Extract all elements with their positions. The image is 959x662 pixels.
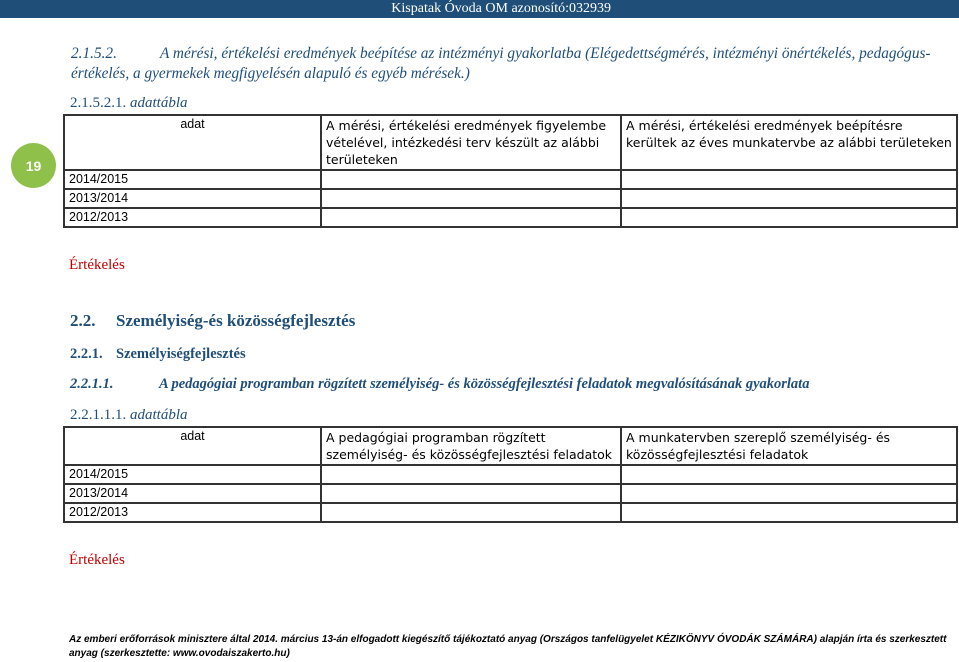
table1-cell <box>321 189 621 208</box>
section-title: A mérési, értékelési eredmények beépítése az intézményi gyakorlatba (Elégedettségmérés, intézményi önértékelés, pedagógus-értékelés, a gyermekek megfigyelésén alapuló és egyéb mérések.) <box>71 45 931 82</box>
table2-cell <box>621 503 957 522</box>
table1-cell <box>621 189 957 208</box>
table1-cell <box>321 208 621 227</box>
table2-caption <box>70 407 188 424</box>
table2-row-label: 2012/2013 <box>64 503 321 522</box>
section-title: Személyiség-és közösségfejlesztés <box>116 311 356 330</box>
section-heading-2-1-5-2 <box>71 44 951 84</box>
table2-header-col2: A pedagógiai programban rögzített személyiség- és közösségfejlesztési feladatok <box>321 427 621 465</box>
section-number: 2.2.1.1. <box>70 376 114 392</box>
table2-cell <box>321 484 621 503</box>
table2-header-col3: A munkatervben szereplő személyiség- és közösségfejlesztési feladatok <box>621 427 957 465</box>
section-heading-2-2 <box>70 311 355 331</box>
table2-header-adat: adat <box>64 427 321 465</box>
table2-row-label: 2013/2014 <box>64 484 321 503</box>
table2-row-label: 2014/2015 <box>64 465 321 484</box>
evaluation-heading-1: Értékelés <box>69 257 125 273</box>
table1-header-adat: adat <box>64 115 321 170</box>
table1-row-label: 2014/2015 <box>64 170 321 189</box>
table1-caption-label: adattábla <box>130 95 188 111</box>
section-title: Személyiségfejlesztés <box>116 346 246 362</box>
table1-row-label: 2012/2013 <box>64 208 321 227</box>
table1-cell <box>321 170 621 189</box>
table2-cell <box>621 484 957 503</box>
table2-cell <box>621 465 957 484</box>
page-number-badge: 19 <box>11 143 56 188</box>
evaluation-heading-2: Értékelés <box>69 552 125 568</box>
table1-caption <box>70 95 188 112</box>
section-number: 2.2.1. <box>70 346 103 362</box>
table1-header-col3: A mérési, értékelési eredmények beépítésre kerültek az éves munkatervbe az alábbi területeken <box>621 115 957 170</box>
table2-caption-number: 2.2.1.1.1. <box>70 407 127 423</box>
header-bar <box>0 0 959 18</box>
section-number: 2.1.5.2. <box>71 45 117 62</box>
table1-row-label: 2013/2014 <box>64 189 321 208</box>
section-title: A pedagógiai programban rögzített személyiség- és közösségfejlesztési feladatok megvalósításának gyakorlata <box>159 376 810 392</box>
data-table-1 <box>63 114 958 228</box>
table2-cell <box>321 503 621 522</box>
section-number: 2.2. <box>70 311 96 330</box>
data-table-2 <box>63 426 958 523</box>
table1-caption-number: 2.1.5.2.1. <box>70 95 127 111</box>
table1-cell <box>621 208 957 227</box>
table1-header-col2: A mérési, értékelési eredmények figyelembe vételével, intézkedési terv készült az alábbi területeken <box>321 115 621 170</box>
page-footer: Az emberi erőforrások minisztere által 2014. március 13-án elfogadott kiegészítő tájékoztató anyag (Országos tanfelügyelet KÉZIKÖNYV ÓVODÁK SZÁMÁRA) alapján írta és szerkesztett anyag (szerkesztette: www.ovodaiszakerto.hu) <box>69 634 947 659</box>
section-heading-2-2-1-1 <box>70 376 809 393</box>
table1-cell <box>621 170 957 189</box>
table2-cell <box>321 465 621 484</box>
section-heading-2-2-1 <box>70 346 246 363</box>
table2-caption-label: adattábla <box>130 407 188 423</box>
header-title: Kispatak Óvoda OM azonosító:032939 <box>391 1 611 16</box>
